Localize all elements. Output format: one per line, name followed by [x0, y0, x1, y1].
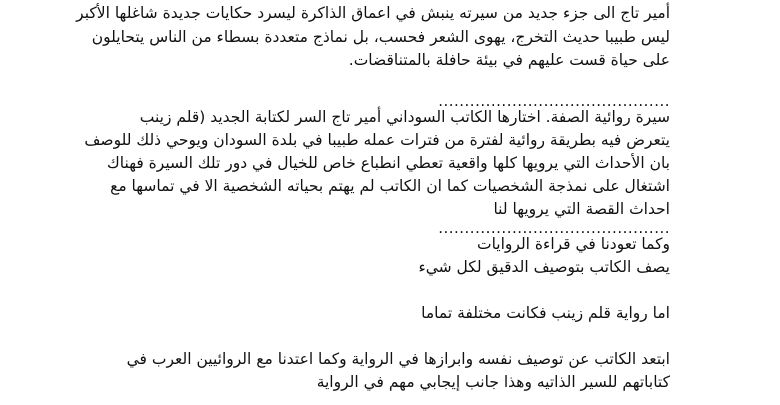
paragraph-3-line-2: يصف الكاتب بتوصيف الدقيق لكل شيء — [418, 258, 670, 276]
paragraph-2-line-5: احداث القصة التي يرويها لنا — [493, 200, 670, 218]
paragraph-5-line-2: كتاباتهم للسير الذاتيه وهذا جانب إيجابي مهم في الرواية — [316, 373, 670, 391]
paragraph-2-line-4: اشتغال على نمذجة الشخصيات كما ان الكاتب لم يهتم بحياته الشخصية الا في تماسها مع — [110, 177, 670, 195]
paragraph-1-line-2: ليس طبيبا حديث التخرج، يهوى الشعر فحسب، بل نماذج متعددة بسطاء من الناس يتحايلون — [91, 28, 670, 46]
paragraph-5-line-1: ابتعد الكاتب عن توصيف نفسه وابرازها في الرواية وكما اعتدنا مع الروائيين العرب في — [126, 350, 670, 368]
paragraph-2-line-2: يتعرض فيه بطريقة روائية لفترة من فترات عمله طبيبا في بلدة السودان ويوحي ذلك للوصف — [84, 131, 670, 149]
separator-dots-2: ............................................ — [438, 219, 670, 237]
paragraph-4-line-1: اما رواية قلم زينب فكانت مختلفة تماما — [421, 304, 670, 322]
paragraph-1-line-3: على حياة قست عليهم في بيئة حافلة بالمتناقضات. — [348, 51, 670, 69]
separator-dots-1: ............................................ — [438, 92, 670, 110]
paragraph-2-line-1: سيرة روائية الصفة. اختارها الكاتب السوداني أمير تاج السر لكتابة الجديد (قلم زينب — [139, 108, 670, 126]
paragraph-2-line-3: بان الأحداث التي يرويها كلها واقعية تعطي انطباع خاص للخيال في دور تلك السيرة فهناك — [107, 154, 670, 172]
paragraph-1-line-1: أمير تاج الى جزء جديد من سيرته ينبش في اعماق الذاكرة ليسرد حكايات جديدة شاغلها الأكبر — [76, 4, 670, 22]
paragraph-3-line-1: وكما تعودنا في قراءة الروايات — [476, 235, 670, 253]
